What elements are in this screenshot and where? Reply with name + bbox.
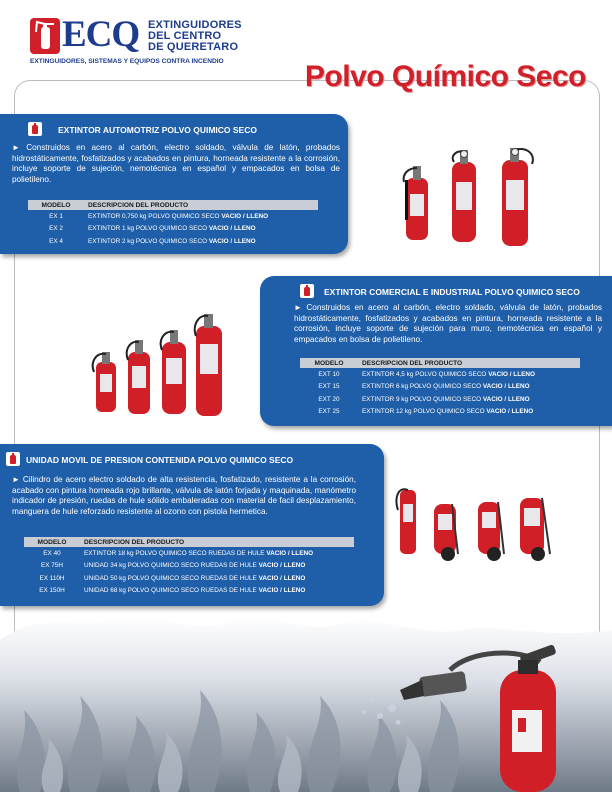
column-header-description: DESCRIPCION DEL PRODUCTO [84,200,318,210]
page-title: Polvo Químico Seco [304,60,586,93]
table-row: EX 1 EXTINTOR 0,750 kg POLVO QUIMICO SECO VACIO / LLENO [49,212,269,220]
company-logo [30,14,242,70]
table-row: EX 110H UNIDAD 50 kg POLVO QUIMICO SECO RUEDAS DE HULE VACIO / LLENO [39,574,306,582]
table-row: EXT 15 EXTINTOR 6 kg POLVO QUIMICO SECO VACIO / LLENO [318,383,530,391]
table-row: EXT 20 EXTINTOR 9 kg POLVO QUIMICO SECO VACIO / LLENO [318,395,530,403]
section-title: UNIDAD MOVIL DE PRESION CONTENIDA POLVO QUIMICO SECO [26,455,294,465]
section-description: ► Construidos en acero al carbón, electro soldado, válvula de latón, probados hidrostáticamente, fosfatizados y acabados en pintura, horneada resistente a la corrosión, incluye soporte de sujeción, nemotécnica en español y empacados en bolsa de polietileno. [12,143,341,184]
column-header-model: MODELO [28,200,84,210]
section-title: EXTINTOR AUTOMOTRIZ POLVO QUIMICO SECO [58,125,257,135]
logo-wordmark: ECQ [62,14,140,55]
section-unidad-movil-panel [0,444,384,606]
section-comercial-panel [260,276,612,426]
fire-extinguisher-icon [300,284,314,298]
product-table [300,358,580,418]
section-automotriz-panel [0,114,348,254]
wheeled-units-image [392,484,562,564]
section-title: EXTINTOR COMERCIAL E INDUSTRIAL POLVO QUIMICO SECO [324,287,580,297]
product-table [28,200,318,248]
table-row: EX 75H UNIDAD 34 kg POLVO QUIMICO SECO RUEDAS DE HULE VACIO / LLENO [40,562,306,570]
company-name: EXTINGUIDORES DEL CENTRO DE QUERETARO [148,19,242,53]
fire-extinguisher-icon [28,122,42,136]
table-row: EX 4 EXTINTOR 2 kg POLVO QUIMICO SECO VACIO / LLENO [49,237,256,245]
column-header-description: DESCRIPCION DEL PRODUCTO [358,358,580,368]
table-row: EXT 10 EXTINTOR 4,5 kg POLVO QUIMICO SECO VACIO / LLENO [318,370,535,378]
column-header-description: DESCRIPCION DEL PRODUCTO [80,537,354,547]
table-row: EXT 25 EXTINTOR 12 kg POLVO QUIMICO SECO VACIO / LLENO [318,408,534,416]
section-description: ► Construidos en acero al carbón, electro soldado, válvula de latón, probados hidrostáticamente, fosfatizados y acabados en pintura, horneada resistente a la corrosión, incluye soporte de sujeción para muro, nemotécnica en español y empacados en bolsa de polietileno. [294,303,603,344]
fire-extinguisher-icon [6,452,20,466]
fire-extinguisher-logo-icon [30,18,60,54]
table-row: EX 40 EXTINTOR 18 kg POLVO QUIMICO SECO RUEDAS DE HULE VACIO / LLENO [43,549,314,557]
automotive-extinguishers-image [398,140,558,258]
section-description: ► Cilindro de acero electro soldado de alta resistencia, fosfatizado, resistente a la corrosión, acabado con pintura horneada rojo brillante, válvula de latón forjada y maquinada, manómetro indicador de presión, ruedas de hule sólido embaleradas con material de facil desplazamiento, manguera de hule reforzado resistente al ozono con pistola hermetica. [12,475,356,516]
smoke-and-flames-background [0,600,612,792]
column-header-model: MODELO [300,358,358,368]
table-row: EX 150H UNIDAD 68 kg POLVO QUIMICO SECO RUEDAS DE HULE VACIO / LLENO [39,587,306,595]
table-row: EX 2 EXTINTOR 1 kg POLVO QUIMICO SECO VACIO / LLENO [49,225,256,233]
product-table [24,537,354,597]
column-header-model: MODELO [24,537,80,547]
commercial-extinguishers-image [88,312,228,418]
company-tagline: EXTINGUIDORES, SISTEMAS Y EQUIPOS CONTRA INCENDIO [30,58,224,65]
